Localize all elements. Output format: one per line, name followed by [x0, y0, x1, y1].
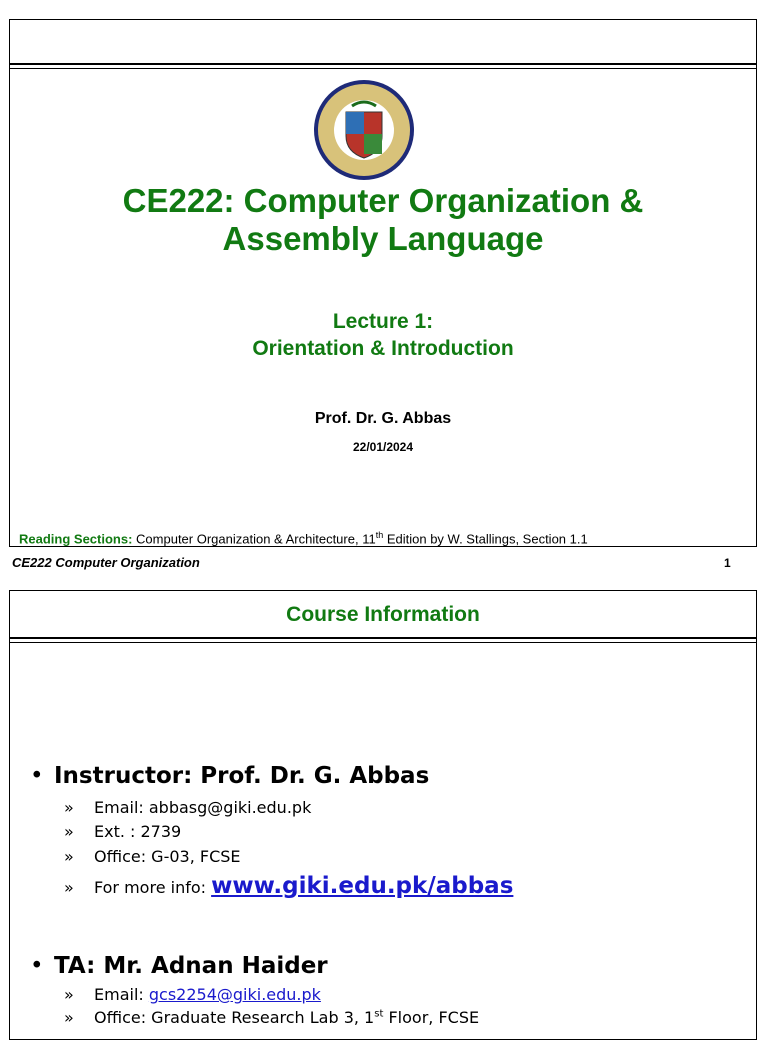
ta-heading-text: TA: Mr. Adnan Haider — [54, 953, 328, 979]
instructor-office-text: Office: G-03, FCSE — [94, 847, 241, 866]
instructor-website-link[interactable]: www.giki.edu.pk/abbas — [211, 873, 514, 899]
title-slide — [9, 19, 757, 547]
ta-email-link[interactable]: gcs2254@giki.edu.pk — [148, 985, 321, 1004]
chevron-right-icon: » — [64, 878, 74, 897]
ta-office-text-rest: Floor, FCSE — [383, 1008, 480, 1027]
more-info-label: For more info: — [94, 878, 212, 897]
reading-edition-suffix: th — [375, 530, 384, 540]
course-title-line-2: Assembly Language — [222, 220, 544, 257]
instructor-heading — [30, 763, 429, 789]
lecture-subtitle — [10, 308, 756, 362]
ta-email — [64, 985, 321, 1004]
ta-floor-suffix: st — [374, 1008, 384, 1020]
reading-sections — [19, 530, 588, 546]
slide-title: Course Information — [286, 603, 480, 626]
header-rule — [10, 63, 756, 69]
university-seal-logo — [312, 78, 416, 182]
instructor-heading-text: Instructor: Prof. Dr. G. Abbas — [54, 763, 430, 789]
footer-course-name: CE222 Computer Organization — [12, 555, 200, 570]
course-information-slide — [9, 590, 757, 1040]
chevron-right-icon: » — [64, 985, 74, 1004]
chevron-right-icon: » — [64, 798, 74, 817]
chevron-right-icon: » — [64, 847, 74, 866]
course-title-line-1: CE222: Computer Organization & — [122, 182, 644, 219]
footer-page-number: 1 — [724, 556, 731, 570]
course-title — [10, 182, 756, 258]
ta-office — [64, 1008, 479, 1027]
header-rule — [10, 637, 756, 643]
instructor-office — [64, 847, 241, 866]
lecture-number: Lecture 1: — [332, 310, 434, 333]
reading-text-rest: Edition by W. Stallings, Section 1.1 — [383, 531, 588, 547]
reading-text: Computer Organization & Architecture, 11 — [132, 531, 376, 547]
chevron-right-icon: » — [64, 822, 74, 841]
lecture-date: 22/01/2024 — [352, 440, 414, 454]
instructor-more-info — [64, 873, 513, 899]
reading-sections-label: Reading Sections: — [19, 531, 133, 547]
instructor-email-text: Email: abbasg@giki.edu.pk — [94, 798, 312, 817]
bullet-icon: • — [30, 953, 44, 979]
ta-heading — [30, 953, 328, 979]
instructor-ext — [64, 822, 181, 841]
lecture-topic: Orientation & Introduction — [252, 337, 514, 360]
chevron-right-icon: » — [64, 1008, 74, 1027]
bullet-icon: • — [30, 763, 44, 789]
instructor-email — [64, 798, 311, 817]
instructor-ext-text: Ext. : 2739 — [94, 822, 182, 841]
ta-office-text: Office: Graduate Research Lab 3, 1 — [94, 1008, 375, 1027]
ta-email-label: Email: — [94, 985, 149, 1004]
professor-name: Prof. Dr. G. Abbas — [314, 410, 452, 427]
